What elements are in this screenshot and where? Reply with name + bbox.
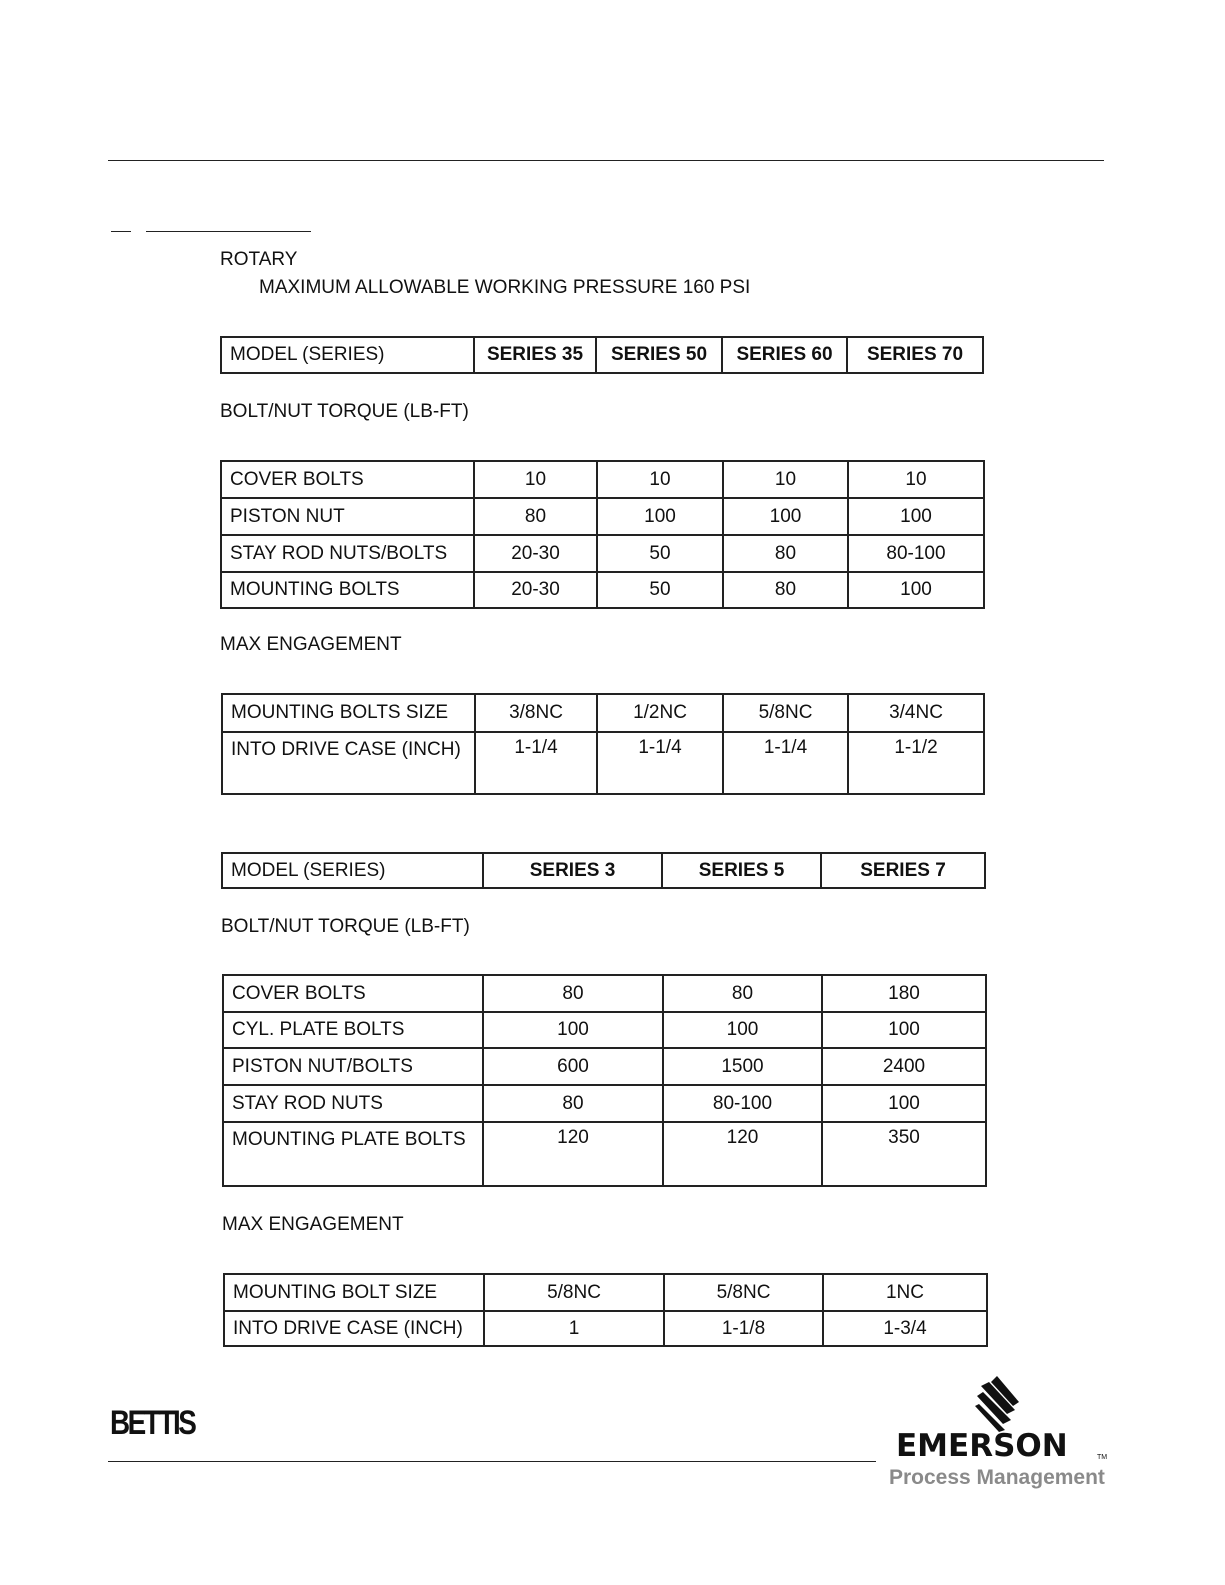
g1-model-table	[220, 336, 984, 374]
table-cell: MODEL (SERIES)	[222, 853, 483, 888]
table-cell: 180	[822, 975, 986, 1012]
section-subheading: MAXIMUM ALLOWABLE WORKING PRESSURE 160 PSI	[259, 277, 751, 298]
g2-model-table	[221, 852, 986, 889]
table-cell: MOUNTING BOLTS SIZE	[222, 694, 475, 732]
table-cell: 120	[663, 1122, 822, 1186]
g2-engagement-label: MAX ENGAGEMENT	[222, 1214, 404, 1235]
table-cell: MOUNTING BOLTS	[221, 572, 474, 608]
table-cell: 2400	[822, 1048, 986, 1085]
table-cell: 5/8NC	[664, 1274, 823, 1311]
g2-engagement-table	[223, 1273, 988, 1347]
g2-torque-label: BOLT/NUT TORQUE (LB-FT)	[221, 916, 470, 937]
table-cell: SERIES 50	[596, 337, 722, 373]
table-cell: INTO DRIVE CASE (INCH)	[222, 732, 475, 794]
table-cell: 1/2NC	[597, 694, 723, 732]
table-cell: MOUNTING BOLT SIZE	[224, 1274, 484, 1311]
table-cell: MOUNTING PLATE BOLTS	[223, 1122, 483, 1186]
table-cell: STAY ROD NUTS/BOLTS	[221, 535, 474, 572]
table-cell: CYL. PLATE BOLTS	[223, 1012, 483, 1048]
trademark-mark: TM	[1097, 1454, 1108, 1461]
bettis-logo: BETTIS	[110, 1404, 195, 1442]
table-cell: COVER BOLTS	[221, 461, 474, 498]
table-cell: 100	[848, 572, 984, 608]
g2-torque-table	[222, 974, 987, 1187]
table-cell: 20-30	[474, 535, 597, 572]
section-number-rule	[111, 231, 131, 232]
g1-torque-label: BOLT/NUT TORQUE (LB-FT)	[220, 401, 469, 422]
footer-rule	[108, 1461, 876, 1462]
table-cell: 5/8NC	[723, 694, 848, 732]
table-cell: 80	[483, 1085, 663, 1122]
table-cell: 3/4NC	[848, 694, 984, 732]
table-row	[223, 1012, 986, 1048]
table-row	[221, 461, 984, 498]
table-cell: SERIES 3	[483, 853, 662, 888]
table-cell: PISTON NUT/BOLTS	[223, 1048, 483, 1085]
table-cell: 80	[723, 572, 848, 608]
table-cell: 1-1/4	[723, 732, 848, 794]
table-cell: SERIES 70	[847, 337, 983, 373]
table-cell: 1-1/2	[848, 732, 984, 794]
table-cell: 100	[663, 1012, 822, 1048]
table-row	[224, 1311, 987, 1346]
division-name: Process Management	[889, 1466, 1105, 1489]
table-row	[222, 732, 984, 794]
table-cell: 100	[822, 1012, 986, 1048]
table-cell: 80	[474, 498, 597, 535]
table-cell: 80-100	[848, 535, 984, 572]
table-cell: STAY ROD NUTS	[223, 1085, 483, 1122]
table-row	[222, 694, 984, 732]
header-rule	[108, 160, 1104, 161]
table-cell: 10	[597, 461, 723, 498]
table-cell: 50	[597, 572, 723, 608]
table-cell: 120	[483, 1122, 663, 1186]
table-row	[221, 535, 984, 572]
section-title-rule	[146, 231, 311, 232]
table-row	[224, 1274, 987, 1311]
table-cell: 350	[822, 1122, 986, 1186]
table-cell: MODEL (SERIES)	[221, 337, 474, 373]
table-cell: PISTON NUT	[221, 498, 474, 535]
g1-torque-table	[220, 460, 985, 609]
table-cell: 1-1/4	[475, 732, 597, 794]
emerson-stripes-icon	[975, 1376, 1021, 1432]
table-cell: 10	[474, 461, 597, 498]
table-row	[223, 1048, 986, 1085]
table-row	[221, 498, 984, 535]
table-cell: 20-30	[474, 572, 597, 608]
table-row	[221, 572, 984, 608]
table-cell: 80-100	[663, 1085, 822, 1122]
table-cell: SERIES 60	[722, 337, 847, 373]
table-cell: 80	[723, 535, 848, 572]
table-cell: COVER BOLTS	[223, 975, 483, 1012]
table-cell: 1NC	[823, 1274, 987, 1311]
table-cell: 10	[723, 461, 848, 498]
table-cell: 100	[723, 498, 848, 535]
table-cell: 1-3/4	[823, 1311, 987, 1346]
table-cell: 5/8NC	[484, 1274, 664, 1311]
table-cell: 80	[663, 975, 822, 1012]
section-heading: ROTARY	[220, 249, 298, 270]
table-cell: 80	[483, 975, 663, 1012]
table-row	[223, 1122, 986, 1186]
table-cell: INTO DRIVE CASE (INCH)	[224, 1311, 484, 1346]
g1-engagement-label: MAX ENGAGEMENT	[220, 634, 402, 655]
table-cell: 1	[484, 1311, 664, 1346]
table-cell: 1-1/4	[597, 732, 723, 794]
table-row	[222, 853, 985, 888]
table-cell: 1500	[663, 1048, 822, 1085]
table-cell: 100	[822, 1085, 986, 1122]
g1-engagement-table	[221, 693, 985, 795]
table-cell: 100	[597, 498, 723, 535]
table-cell: 1-1/8	[664, 1311, 823, 1346]
table-row	[223, 1085, 986, 1122]
table-cell: 10	[848, 461, 984, 498]
table-cell: 50	[597, 535, 723, 572]
table-cell: SERIES 35	[474, 337, 596, 373]
emerson-logo-text: EMERSON	[896, 1428, 1068, 1464]
table-cell: SERIES 5	[662, 853, 821, 888]
table-cell: SERIES 7	[821, 853, 985, 888]
table-cell: 100	[848, 498, 984, 535]
table-cell: 100	[483, 1012, 663, 1048]
table-row	[223, 975, 986, 1012]
table-row	[221, 337, 983, 373]
table-cell: 600	[483, 1048, 663, 1085]
table-cell: 3/8NC	[475, 694, 597, 732]
